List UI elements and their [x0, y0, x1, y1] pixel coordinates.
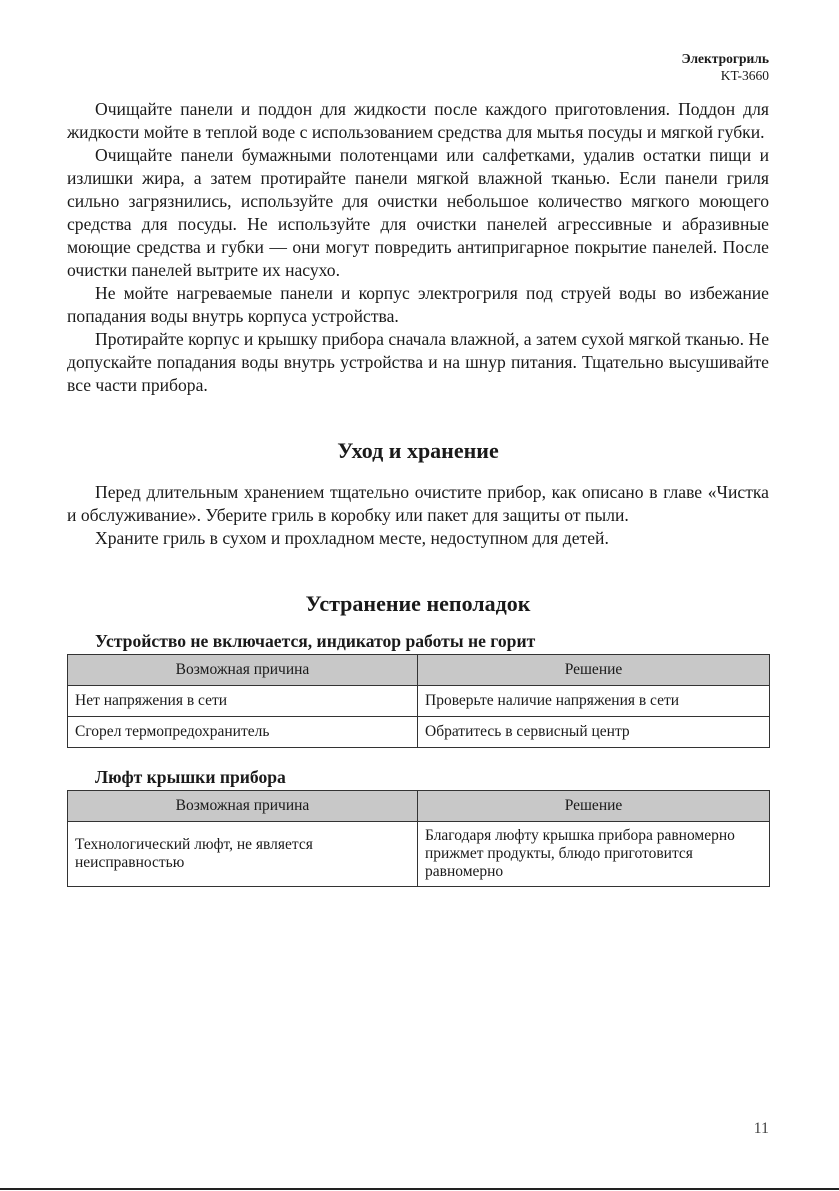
- table-row: [68, 686, 770, 717]
- cause-cell: Сгорел термопредохранитель: [68, 717, 418, 748]
- table-header-row: [68, 655, 770, 686]
- cleaning-paragraph: Не мойте нагреваемые панели и корпус электрогриля под струей воды во избежание попадания воды внутрь корпуса устройства.: [67, 283, 769, 326]
- table-header-row: [68, 791, 770, 822]
- cause-cell: Нет напряжения в сети: [68, 686, 418, 717]
- page-header: [681, 50, 769, 84]
- troubleshooting-table: [67, 654, 770, 748]
- column-header: Решение: [418, 791, 770, 822]
- table-row: [68, 717, 770, 748]
- page-content: [67, 98, 769, 887]
- table-heading: Устройство не включается, индикатор работы не горит: [95, 631, 536, 651]
- solution-cell: Обратитесь в сервисный центр: [418, 717, 770, 748]
- troubleshooting-table: [67, 790, 770, 887]
- cleaning-paragraph: Очищайте панели и поддон для жидкости после каждого приготовления. Поддон для жидкости мойте в теплой воде с использованием средства для мытья посуды и мягкой губки.: [67, 99, 769, 142]
- solution-cell: Благодаря люфту крышка прибора равномерно прижмет продукты, блюдо приготовится равномерно: [418, 822, 770, 887]
- table-row: [68, 822, 770, 887]
- troubleshooting-section: [67, 591, 769, 887]
- cause-cell: Технологический люфт, не является неисправностью: [68, 822, 418, 887]
- bottom-rule: [0, 1188, 839, 1190]
- storage-section: [67, 438, 769, 550]
- page-number: 11: [753, 1120, 769, 1137]
- storage-title: Уход и хранение: [337, 438, 499, 463]
- cleaning-paragraph: Очищайте панели бумажными полотенцами или салфетками, удалив остатки пищи и излишки жира, а затем протирайте панели мягкой влажной тканью. Если панели гриля сильно загрязнились, используйте для очистки небольшое количество мягкого моющего средства для посуды. Не используйте для очистки панелей агрессивные и абразивные моющие средства и губки — они могут повредить антипригарное покрытие панелей. После очистки панелей вытрите их насухо.: [67, 145, 769, 280]
- cleaning-paragraph: Протирайте корпус и крышку прибора сначала влажной, а затем сухой мягкой тканью. Не допускайте попадания воды внутрь устройства и на шнур питания. Тщательно высушивайте все части прибора.: [67, 329, 769, 395]
- column-header: Возможная причина: [68, 655, 418, 686]
- product-name: Электрогриль: [681, 51, 769, 66]
- product-model: KT-3660: [720, 68, 769, 83]
- cleaning-section: [67, 98, 769, 397]
- table-heading: Люфт крышки прибора: [95, 767, 286, 787]
- column-header: Решение: [418, 655, 770, 686]
- solution-cell: Проверьте наличие напряжения в сети: [418, 686, 770, 717]
- troubleshooting-title: Устранение неполадок: [305, 591, 531, 616]
- storage-paragraph: Храните гриль в сухом и прохладном месте, недоступном для детей.: [95, 528, 609, 548]
- column-header: Возможная причина: [68, 791, 418, 822]
- storage-paragraph: Перед длительным хранением тщательно очистите прибор, как описано в главе «Чистка и обслуживание». Уберите гриль в коробку или пакет для защиты от пыли.: [67, 482, 769, 525]
